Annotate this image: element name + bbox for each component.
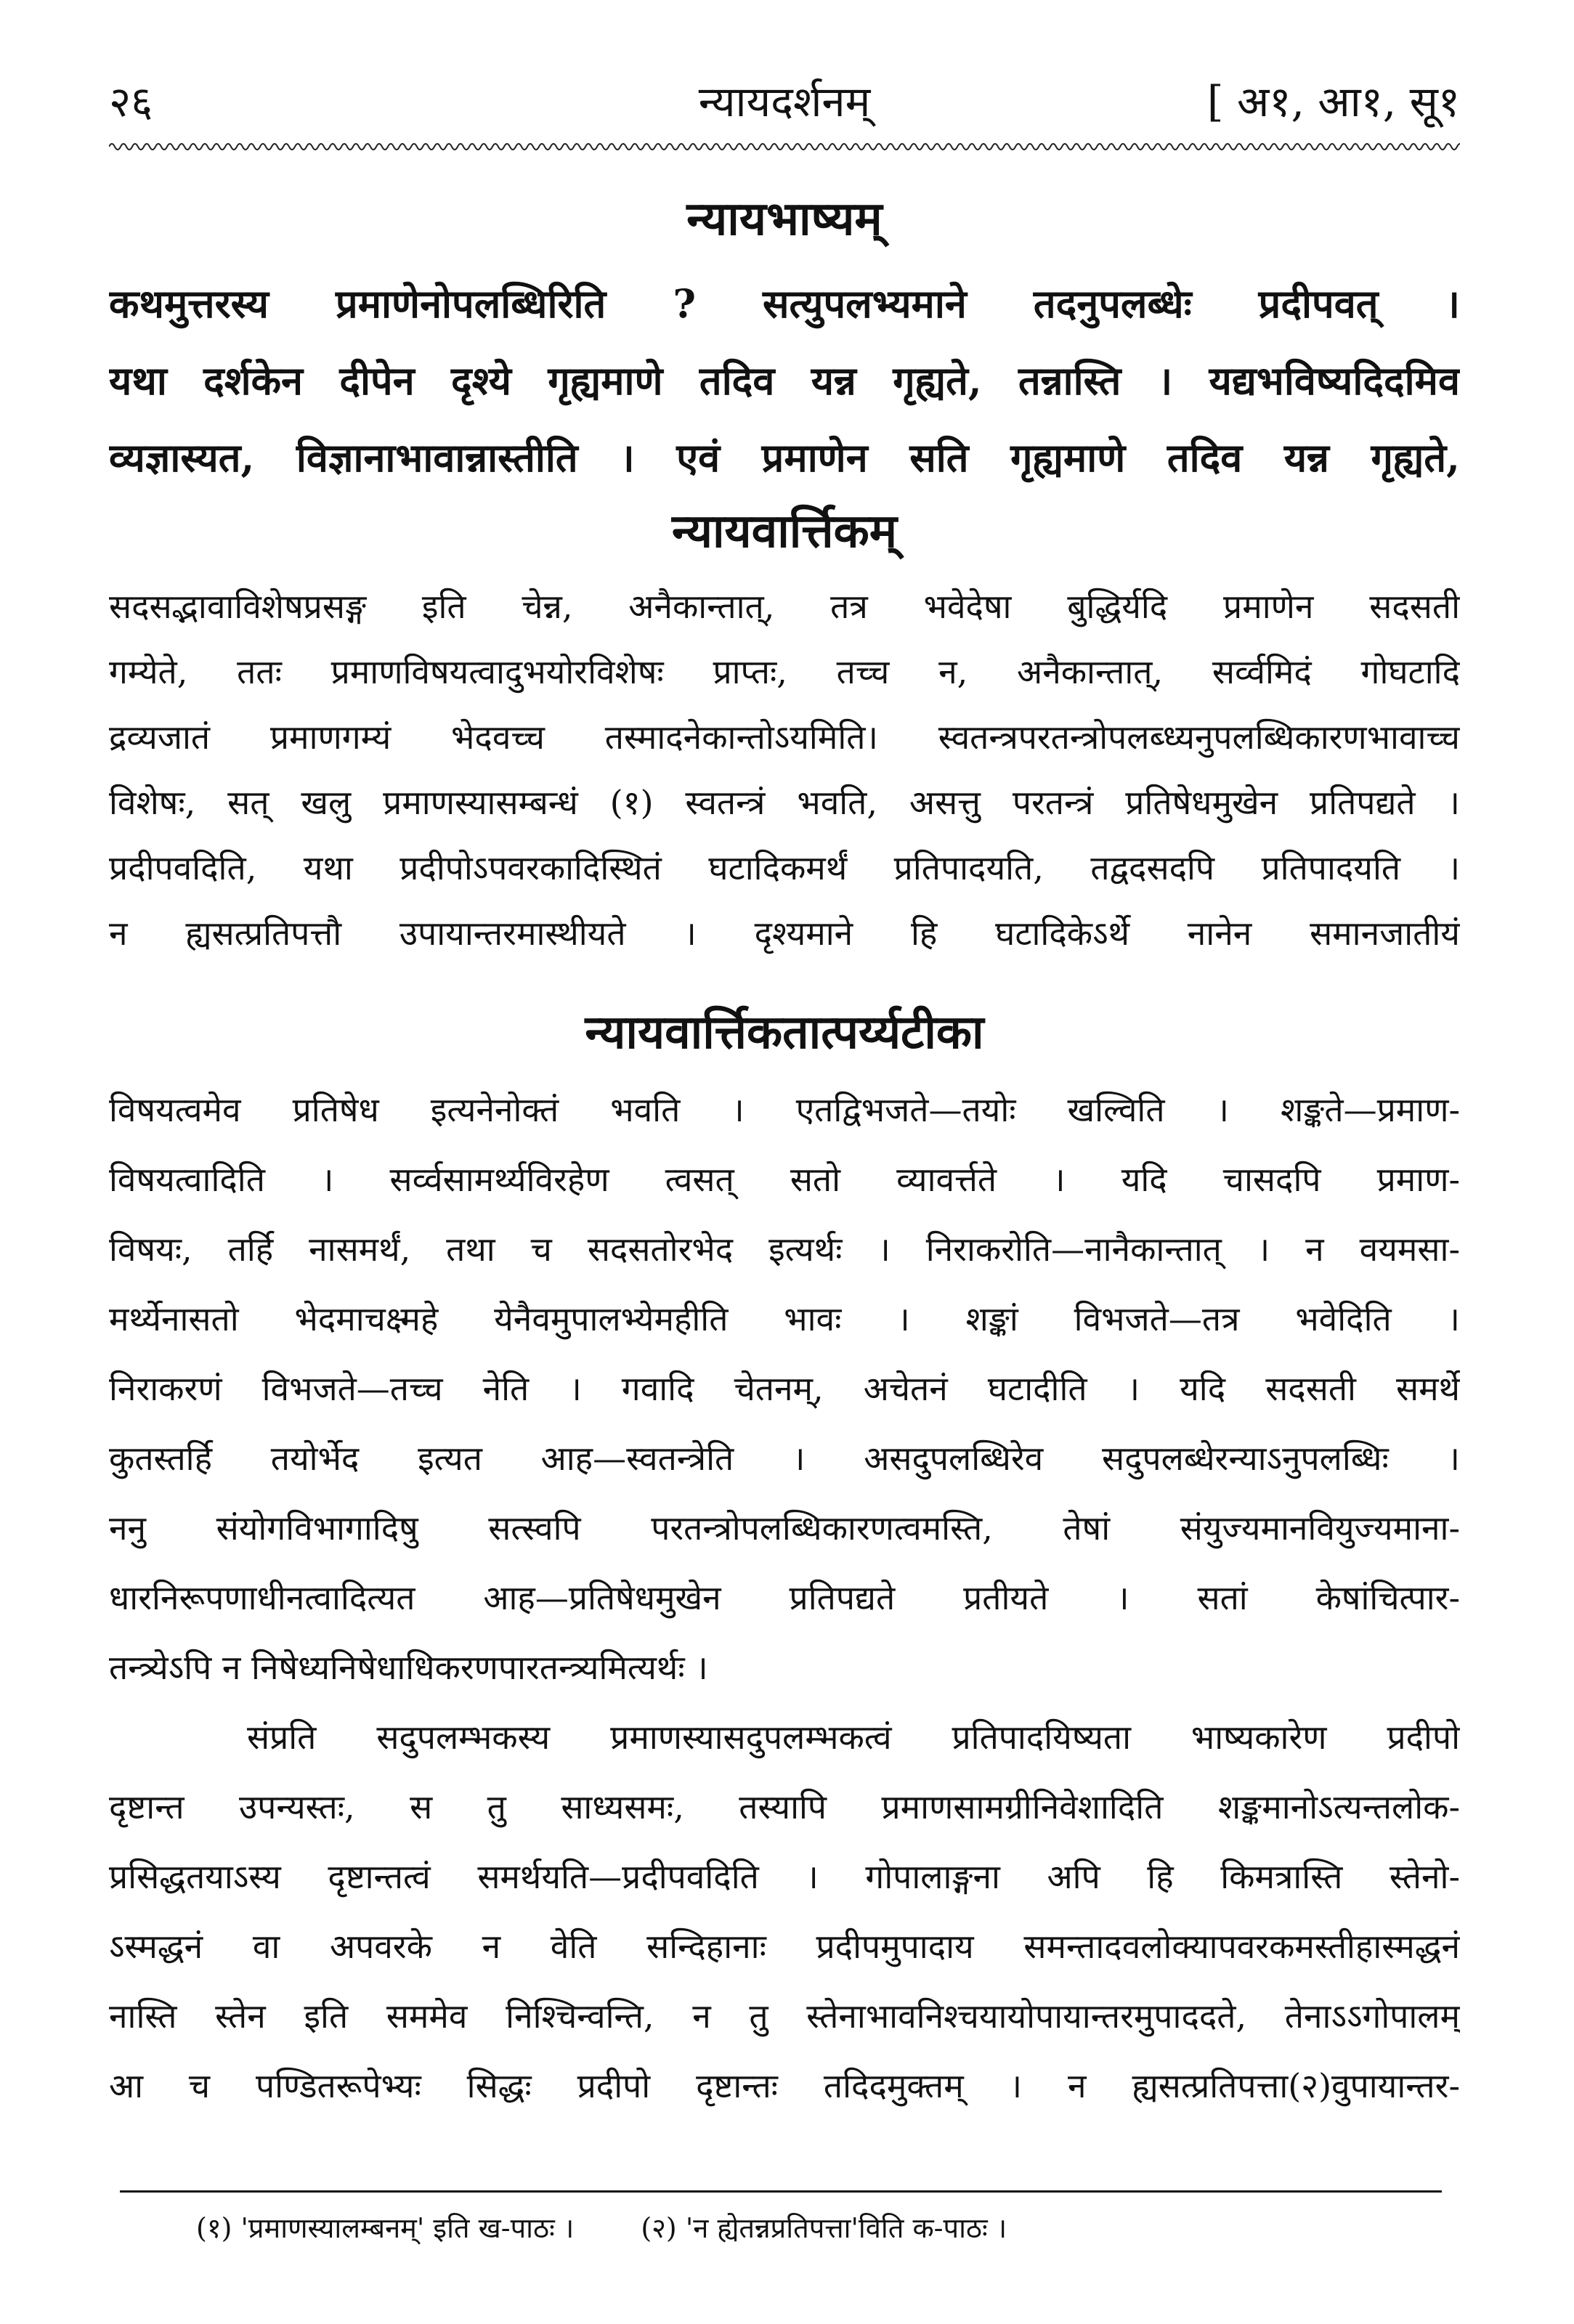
section-title-tika: न्यायवार्त्तिकतात्पर्य्यटीका	[585, 1005, 984, 1060]
text-line: तन्त्र्येऽपि न निषेध्यनिषेधाधिकरणपारतन्त्र्यमित्यर्थः ।	[109, 1648, 708, 1687]
section-title-bhashya: न्यायभाष्यम्	[686, 192, 883, 246]
running-header	[109, 69, 1460, 134]
text-line: कुतस्तर्हि तयोर्भेद इत्यत आह—स्वतन्त्रेति । असदुपलब्धिरेव सदुपलब्धेरन्याऽनुपलब्धिः ।	[109, 1439, 1460, 1478]
text-line: विषयत्वमेव प्रतिषेध इत्यनेनोक्तं भवति । एतद्विभजते—तयोः खल्विति । शङ्कते—प्रमाण-	[109, 1090, 1460, 1129]
text-line: नास्ति स्तेन इति सममेव निश्चिन्वन्ति, न तु स्तेनाभावनिश्चयायोपायान्तरमुपाददते, तेनाऽऽगोपालम्	[109, 1996, 1460, 2036]
text-line: प्रदीपवदिति, यथा प्रदीपोऽपवरकादिस्थितं घटादिकमर्थं प्रतिपादयति, तद्वदसदपि प्रतिपादयति ।	[109, 848, 1460, 887]
text-line: यथा दर्शकेन दीपेन दृश्ये गृह्यमाणे तदिव यन्न गृह्यते, तन्नास्ति । यद्यभविष्यदिदमिव	[109, 357, 1460, 404]
text-line: प्रसिद्धतयाऽस्य दृष्टान्तत्वं समर्थयति—प्रदीपवदिति । गोपालाङ्गना अपि हि किमत्रास्ति स्तेनो-	[109, 1857, 1460, 1896]
vartika-text	[109, 574, 1460, 966]
text-line: धारनिरूपणाधीनत्वादित्यत आह—प्रतिषेधमुखेन प्रतिपद्यते प्रतीयते । सतां केषांचित्पार-	[109, 1578, 1460, 1617]
wavy-header-rule	[109, 138, 1460, 155]
tika-text	[109, 1075, 1460, 2121]
section-reference: [ अ१, आ१, सू१	[1206, 77, 1460, 126]
text-line: विषयत्वादिति । सर्व्वसामर्थ्यविरहेण त्वसत् सतो व्यावर्त्तते । यदि चासदपि प्रमाण-	[109, 1160, 1460, 1199]
text-line: कथमुत्तरस्य प्रमाणेनोपलब्धिरिति ? सत्युपलभ्यमाने तदनुपलब्धेः प्रदीपवत् ।	[109, 280, 1460, 327]
text-line: सदसद्भावाविशेषप्रसङ्ग इति चेन्न, अनैकान्तात्, तत्र भवेदेषा बुद्धिर्यदि प्रमाणेन सदसती	[109, 587, 1460, 626]
footnote-2: (२) 'न ह्येतन्नप्रतिपत्ता'विति क-पाठः ।	[641, 2212, 1007, 2244]
text-line: गम्येते, ततः प्रमाणविषयत्वादुभयोरविशेषः प्राप्तः, तच्च न, अनैकान्तात्, सर्व्वमिदं गोघटादि	[109, 652, 1460, 691]
text-line: द्रव्यजातं प्रमाणगम्यं भेदवच्च तस्मादनेकान्तोऽयमिति। स्वतन्त्रपरतन्त्रोपलब्ध्यनुपलब्धिकारणभावाच्च	[109, 718, 1460, 757]
text-line: दृष्टान्त उपन्यस्तः, स तु साध्यसमः, तस्यापि प्रमाणसामग्रीनिवेशादिति शङ्कमानोऽत्यन्तलोक-	[109, 1787, 1460, 1827]
text-line: मर्थ्येनासतो भेदमाचक्ष्महे येनैवमुपालभ्येमहीति भावः । शङ्कां विभजते—तत्र भवेदिति ।	[109, 1299, 1460, 1338]
text-line: ऽस्मद्धनं वा अपवरके न वेति सन्दिहानाः प्रदीपमुपादाय समन्तादवलोक्यापवरकमस्तीहास्मद्धनं	[109, 1927, 1460, 1966]
bhashya-text	[109, 265, 1460, 496]
page-number: २६	[109, 77, 153, 126]
text-line: निराकरणं विभजते—तच्च नेति । गवादि चेतनम्, अचेतनं घटादीति । यदि सदसती समर्थे	[109, 1369, 1460, 1408]
text-line: संप्रति सदुपलम्भकस्य प्रमाणस्यासदुपलम्भकत्वं प्रतिपादयिष्यता भाष्यकारेण प्रदीपो	[247, 1718, 1460, 1757]
text-line: विषयः, तर्हि नासमर्थं, तथा च सदसतोरभेद इत्यर्थः । निराकरोति—नानैकान्तात् । न वयमसा-	[109, 1230, 1460, 1269]
text-line: व्यज्ञास्यत, विज्ञानाभावान्नास्तीति । एवं प्रमाणेन सति गृह्यमाणे तदिव यन्न गृह्यते,	[109, 434, 1460, 481]
text-line: न ह्यसत्प्रतिपत्तौ उपायान्तरमास्थीयते । दृश्यमाने हि घटादिकेऽर्थे नानेन समानजातीयं	[109, 914, 1460, 953]
running-title: न्यायदर्शनम्	[698, 77, 871, 126]
text-line: विशेषः, सत् खलु प्रमाणस्यासम्बन्धं (१) स्वतन्त्रं भवति, असत्तु परतन्त्रं प्रतिषेधमुखेन प्रतिपद्यते ।	[109, 783, 1460, 822]
section-title-vartika: न्यायवार्त्तिकम्	[671, 504, 898, 558]
footnote-1: (१) 'प्रमाणस्यालम्बनम्' इति ख-पाठः ।	[196, 2212, 575, 2244]
footnote-divider	[120, 2190, 1442, 2193]
footnotes	[196, 2206, 1431, 2250]
text-line: ननु संयोगविभागादिषु सत्स्वपि परतन्त्रोपलब्धिकारणत्वमस्ति, तेषां संयुज्यमानवियुज्यमाना-	[109, 1508, 1460, 1548]
text-line: आ च पण्डितरूपेभ्यः सिद्धः प्रदीपो दृष्टान्तः तदिदमुक्तम् । न ह्यसत्प्रतिपत्ता(२)वुपायान्तर-	[109, 2066, 1460, 2105]
